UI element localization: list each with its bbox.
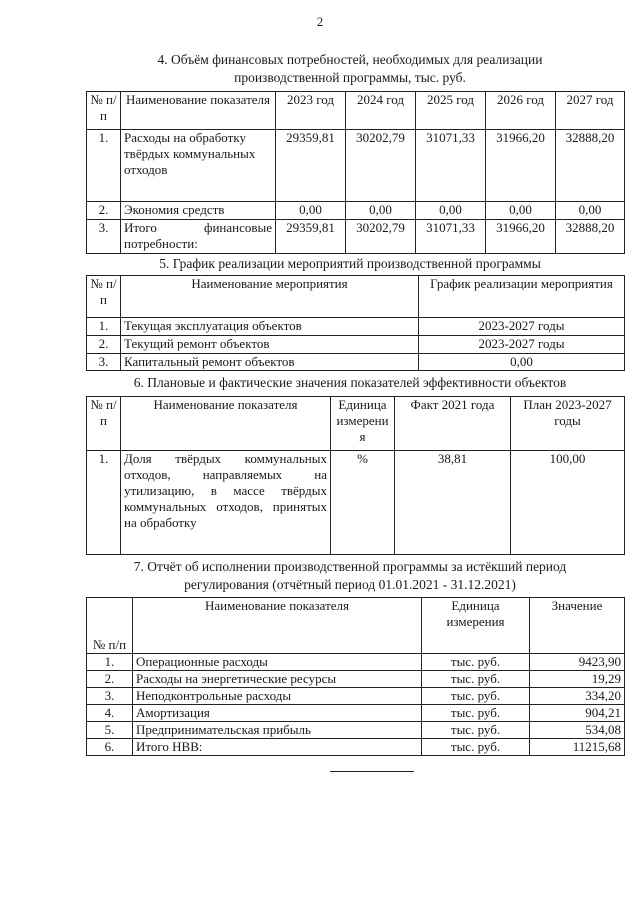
header-fact: Факт 2021 года bbox=[395, 397, 511, 451]
row-name: Текущий ремонт объектов bbox=[121, 336, 419, 354]
row-unit: тыс. руб. bbox=[422, 671, 530, 688]
row-value: 334,20 bbox=[530, 688, 625, 705]
schedule-table bbox=[86, 275, 625, 371]
row-value: 0,00 bbox=[346, 202, 416, 220]
header-year: 2025 год bbox=[416, 92, 486, 130]
row-value: 31071,33 bbox=[416, 220, 486, 254]
row-value: 31966,20 bbox=[486, 130, 556, 202]
row-num: 1. bbox=[87, 318, 121, 336]
report-table bbox=[86, 597, 625, 756]
row-value: 29359,81 bbox=[276, 220, 346, 254]
row-num: 3. bbox=[87, 354, 121, 371]
row-name: Итого финансовые потребности: bbox=[121, 220, 276, 254]
table-row bbox=[87, 354, 625, 371]
header-year: 2023 год bbox=[276, 92, 346, 130]
header-year: 2024 год bbox=[346, 92, 416, 130]
row-unit: тыс. руб. bbox=[422, 722, 530, 739]
row-num: 2. bbox=[87, 202, 121, 220]
table-header-row bbox=[87, 276, 625, 318]
header-plan: План 2023-2027 годы bbox=[511, 397, 625, 451]
row-plan: 100,00 bbox=[511, 451, 625, 555]
table-header-row bbox=[87, 92, 625, 130]
table-row bbox=[87, 739, 625, 756]
row-unit: тыс. руб. bbox=[422, 654, 530, 671]
header-num: № п/п bbox=[87, 276, 121, 318]
table-row bbox=[87, 336, 625, 354]
section5-title: 5. График реализации мероприятий производственной программы bbox=[159, 256, 541, 271]
header-name: Наименование показателя bbox=[121, 397, 331, 451]
row-num: 1. bbox=[87, 451, 121, 555]
row-name: Расходы на обработку твёрдых коммунальных отходов bbox=[121, 130, 276, 202]
row-name: Текущая эксплуатация объектов bbox=[121, 318, 419, 336]
row-name: Операционные расходы bbox=[133, 654, 422, 671]
header-name: Наименование мероприятия bbox=[121, 276, 419, 318]
table-header-row bbox=[87, 598, 625, 654]
section7-title-line1: 7. Отчёт об исполнении производственной программы за истёкший период bbox=[133, 559, 567, 574]
table-row bbox=[87, 722, 625, 739]
row-schedule: 2023-2027 годы bbox=[419, 318, 625, 336]
table-row bbox=[87, 220, 625, 254]
closing-divider bbox=[330, 771, 414, 772]
section4-title bbox=[60, 51, 640, 87]
row-schedule: 2023-2027 годы bbox=[419, 336, 625, 354]
row-num: 6. bbox=[87, 739, 133, 756]
row-fact: 38,81 bbox=[395, 451, 511, 555]
row-name: Экономия средств bbox=[121, 202, 276, 220]
row-name: Капитальный ремонт объектов bbox=[121, 354, 419, 371]
header-name: Наименование показателя bbox=[121, 92, 276, 130]
row-unit: тыс. руб. bbox=[422, 739, 530, 756]
section6-title: 6. Плановые и фактические значения показателей эффективности объектов bbox=[133, 375, 567, 390]
row-num: 2. bbox=[87, 671, 133, 688]
table-row bbox=[87, 671, 625, 688]
row-name: Предпринимательская прибыль bbox=[133, 722, 422, 739]
header-unit: Единица измерения bbox=[422, 598, 530, 654]
row-name: Расходы на энергетические ресурсы bbox=[133, 671, 422, 688]
row-num: 1. bbox=[87, 130, 121, 202]
row-name: Итого НВВ: bbox=[133, 739, 422, 756]
table-row bbox=[87, 705, 625, 722]
header-year: 2027 год bbox=[556, 92, 625, 130]
row-num: 5. bbox=[87, 722, 133, 739]
row-num: 1. bbox=[87, 654, 133, 671]
row-value: 30202,79 bbox=[346, 130, 416, 202]
row-value: 19,29 bbox=[530, 671, 625, 688]
table-row bbox=[87, 130, 625, 202]
financial-needs-table bbox=[86, 91, 625, 254]
row-value: 31966,20 bbox=[486, 220, 556, 254]
row-schedule: 0,00 bbox=[419, 354, 625, 371]
header-num: № п/п bbox=[87, 92, 121, 130]
row-value: 9423,90 bbox=[530, 654, 625, 671]
header-num: № п/п bbox=[87, 397, 121, 451]
section7-title-line2: регулирования (отчётный период 01.01.2021 - 31.12.2021) bbox=[184, 577, 516, 592]
section7-title bbox=[60, 558, 640, 594]
table-row bbox=[87, 688, 625, 705]
header-unit: Единица измерения bbox=[331, 397, 395, 451]
row-unit: % bbox=[331, 451, 395, 555]
row-value: 0,00 bbox=[486, 202, 556, 220]
table-header-row bbox=[87, 397, 625, 451]
header-name: Наименование показателя bbox=[133, 598, 422, 654]
table-row bbox=[87, 451, 625, 555]
header-value: Значение bbox=[530, 598, 625, 654]
header-num: № п/п bbox=[87, 598, 133, 654]
table-row bbox=[87, 318, 625, 336]
row-value: 0,00 bbox=[556, 202, 625, 220]
row-value: 904,21 bbox=[530, 705, 625, 722]
row-unit: тыс. руб. bbox=[422, 688, 530, 705]
row-value: 29359,81 bbox=[276, 130, 346, 202]
table-row bbox=[87, 654, 625, 671]
table-row bbox=[87, 202, 625, 220]
header-year: 2026 год bbox=[486, 92, 556, 130]
row-value: 0,00 bbox=[416, 202, 486, 220]
row-num: 2. bbox=[87, 336, 121, 354]
row-num: 4. bbox=[87, 705, 133, 722]
row-num: 3. bbox=[87, 220, 121, 254]
row-name: Амортизация bbox=[133, 705, 422, 722]
row-value: 11215,68 bbox=[530, 739, 625, 756]
header-schedule: График реализации мероприятия bbox=[419, 276, 625, 318]
row-value: 32888,20 bbox=[556, 130, 625, 202]
row-value: 32888,20 bbox=[556, 220, 625, 254]
efficiency-table bbox=[86, 396, 625, 555]
row-value: 31071,33 bbox=[416, 130, 486, 202]
section4-title-line2: производственной программы, тыс. руб. bbox=[234, 70, 466, 85]
row-name: Неподконтрольные расходы bbox=[133, 688, 422, 705]
row-unit: тыс. руб. bbox=[422, 705, 530, 722]
row-num: 3. bbox=[87, 688, 133, 705]
row-value: 30202,79 bbox=[346, 220, 416, 254]
section4-title-line1: 4. Объём финансовых потребностей, необходимых для реализации bbox=[157, 52, 543, 67]
row-value: 0,00 bbox=[276, 202, 346, 220]
row-value: 534,08 bbox=[530, 722, 625, 739]
page-number: 2 bbox=[316, 14, 324, 29]
row-name: Доля твёрдых коммунальных отходов, направляемых на утилизацию, в массе твёрдых коммунальных отходов, принятых на обработку bbox=[121, 451, 331, 555]
